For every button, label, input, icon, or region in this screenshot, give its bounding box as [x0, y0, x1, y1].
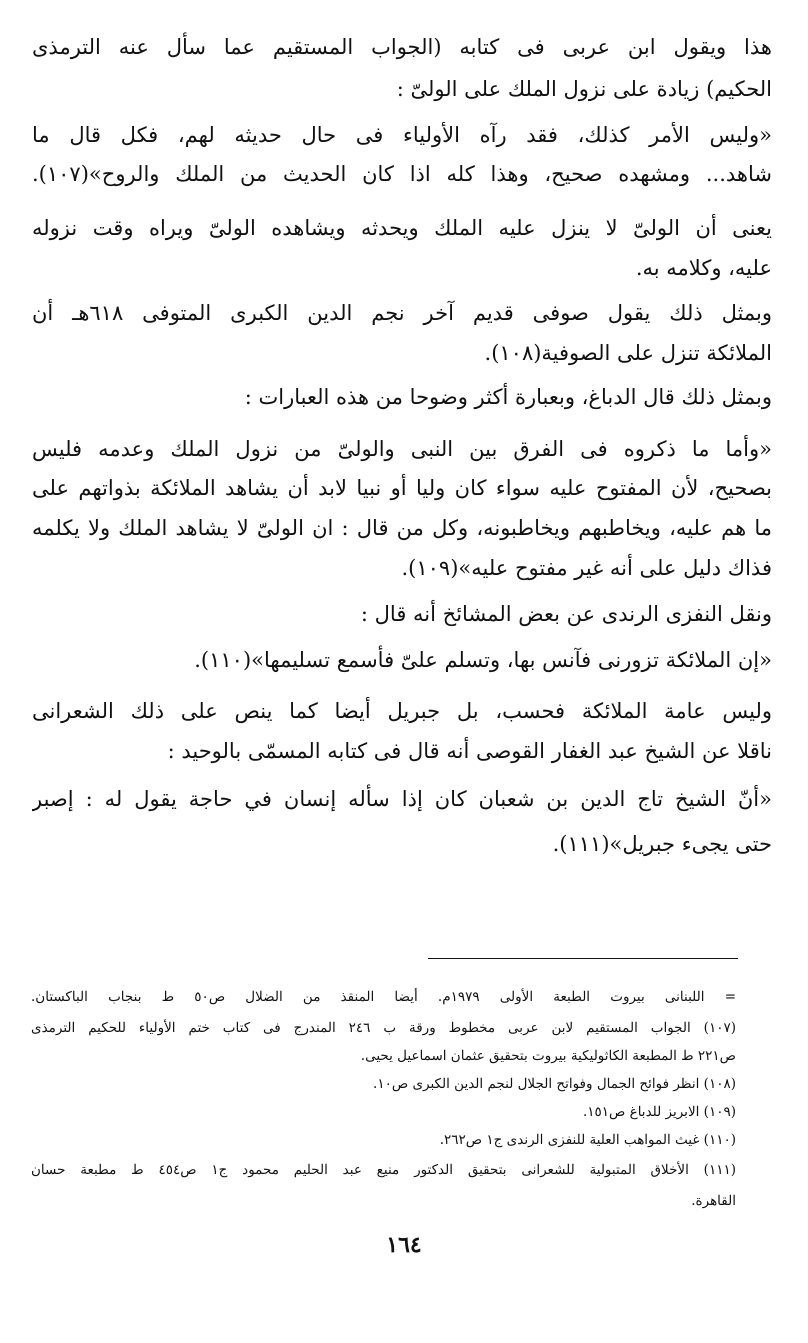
body-line: عليه، وكلامه به. [635, 256, 772, 280]
body-line: «إن الملائكة تزورنى فآنس بها، وتسلم علىّ فأسمع تسليمها»(١١٠). [194, 648, 772, 672]
footnote-line: ص٢٢١ ط المطبعة الكاثوليكية بيروت بتحقيق عثمان اسماعيل يحيى. [360, 1048, 736, 1064]
body-line: ناقلا عن الشيخ عبد الغفار القوصى أنه قال فى كتابه المسمّى بالوحيد : [167, 739, 772, 763]
footnote-separator [428, 958, 738, 959]
body-line: يعنى أن الولىّ لا ينزل عليه الملك ويحدثه ويشاهده الولىّ ويراه وقت نزوله [32, 216, 772, 240]
body-line: شاهد... ومشهده صحيح، وهذا كله اذا كان الحديث من الملك والروح»(١٠٧). [32, 162, 772, 186]
body-line: «وليس الأمر كذلك، فقد رآه الأولياء فى حال حديثه لهم، فكل قال ما [32, 123, 772, 147]
body-line: «وأما ما ذكروه فى الفرق بين النبى والولىّ من نزول الملك وعدمه فليس [32, 437, 772, 461]
body-line: هذا ويقول ابن عربى فى كتابه (الجواب المستقيم عما سأل عنه الترمذى [32, 35, 772, 59]
body-line: ما هم عليه، ويخاطبهم ويخاطبونه، وكل من قال : ان الولىّ لا يشاهد الملك ولا يكلمه [32, 516, 772, 540]
footnote-line: = اللبنانى بيروت الطبعة الأولى ١٩٧٩م. أيضا المنقذ من الضلال ص٥٠ ط بنجاب الباكستان. [31, 989, 736, 1005]
body-line: حتى يجىء جبريل»(١١١). [552, 832, 772, 856]
body-line: وبمثل ذلك قال الدباغ، وبعبارة أكثر وضوحا من هذه العبارات : [244, 385, 772, 409]
body-line: وبمثل ذلك يقول صوفى قديم آخر نجم الدين الكبرى المتوفى ٦١٨هـ أن [32, 301, 772, 325]
body-line: الملائكة تنزل على الصوفية(١٠٨). [484, 341, 772, 365]
body-line: ونقل النفزى الرندى عن بعض المشائخ أنه قال : [360, 602, 772, 626]
footnote-line: (١١٠) غيث المواهب العلية للنفزى الرندى ج١ ص٢٦٢. [439, 1132, 736, 1148]
footnote-line: (١٠٩) الابريز للدباغ ص١٥١. [582, 1104, 736, 1120]
body-line: الحكيم) زيادة على نزول الملك على الولىّ : [396, 77, 772, 101]
page-number: ١٦٤ [386, 1232, 422, 1258]
body-line: «أنّ الشيخ تاج الدين بن شعبان كان إذا سأله إنسان في حاجة يقول له : إصبر [32, 787, 772, 811]
footnote-line: (١٠٨) انظر فوائح الجمال وفواتح الجلال لنجم الدين الكبرى ص١٠. [373, 1076, 736, 1092]
footnote-line: (١١١) الأخلاق المتبولية للشعرانى بتحقيق الدكتور منيع عبد الحليم محمود ج١ ص٤٥٤ ط مطبعة حسان [31, 1162, 736, 1178]
body-line: فذاك دليل على أنه غير مفتوح عليه»(١٠٩). [401, 556, 772, 580]
footnote-line: القاهرة. [691, 1193, 736, 1209]
body-line: بصحيح، لأن المفتوح عليه سواء كان وليا أو نبيا لابد أن يشاهد الملائكة بذواتهم على [32, 476, 772, 500]
footnote-line: (١٠٧) الجواب المستقيم لابن عربى مخطوط ورقة ب ٢٤٦ المندرج فى كتاب ختم الأولياء للحكيم الترمذى [31, 1020, 736, 1036]
body-line: وليس عامة الملائكة فحسب، بل جبريل أيضا كما ينص على ذلك الشعرانى [32, 699, 772, 723]
